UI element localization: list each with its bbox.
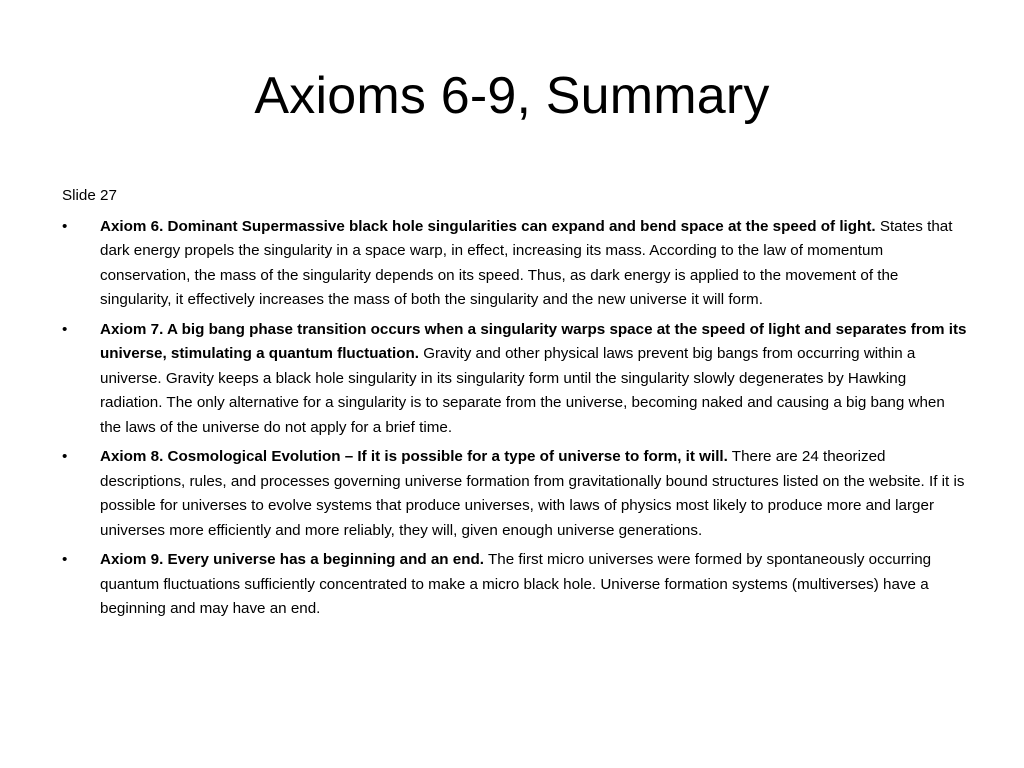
bullet-text: Gravity and other physical laws prevent big bangs from occurring within a universe. Gravity keeps a black hole singularity in its singularity form until the singularity slowly degenerates by Hawking radiation. The only alternative for a singularity is to separate from the universe, becoming naked and causing a big bang when the laws of the universe do not apply for a brief time. — [100, 345, 945, 436]
bullet-heading: Axiom 7. A big bang phase transition occurs when a singularity warps space at the speed of light and separates from its universe, stimulating a quantum fluctuation. — [100, 320, 967, 362]
bullet-item-axiom-8 — [62, 445, 968, 543]
bullet-heading: Axiom 8. Cosmological Evolution – If it is possible for a type of universe to form, it will. — [100, 448, 728, 465]
bullet-dot-icon: • — [62, 320, 68, 338]
bullet-item-axiom-6 — [62, 215, 968, 313]
bullet-item-axiom-7 — [62, 318, 968, 441]
bullet-dot-icon: • — [62, 448, 68, 465]
bullet-text: The first micro universes were formed by spontaneously occurring quantum fluctuations sufficiently concentrated to make a micro black hole. Universe formation systems (multiverses) have a beginning and may have an end. — [100, 551, 932, 617]
bullet-text: There are 24 theorized descriptions, rules, and processes governing universe formation from gravitationally bound structures listed on the website. If it is possible for universes to evolve systems that produce universes, with laws of physics most likely to produce more and larger universes more efficiently and more reliably, they will, given enough universe generations. — [100, 448, 965, 539]
bullet-heading: Axiom 9. Every universe has a beginning and an end. — [100, 551, 485, 568]
bullet-item-axiom-9 — [62, 548, 968, 622]
slide-title: Axioms 6-9, Summary — [254, 67, 770, 125]
slide-body — [62, 184, 968, 627]
bullet-dot-icon: • — [62, 551, 68, 568]
bullet-dot-icon: • — [62, 217, 68, 235]
slide-number-label: Slide 27 — [62, 187, 117, 204]
bullet-text: States that dark energy propels the singularity in a space warp, in effect, increasing its mass. According to the law of momentum conservation, the mass of the singularity depends on its speed. Thus, as dark energy is applied to the movement of the singularity, it effectively increases the mass of both the singularity and the new universe it will form. — [100, 217, 953, 308]
bullet-heading: Axiom 6. Dominant Supermassive black hole singularities can expand and bend space at the speed of light. — [100, 217, 876, 235]
bullet-list — [62, 215, 968, 622]
